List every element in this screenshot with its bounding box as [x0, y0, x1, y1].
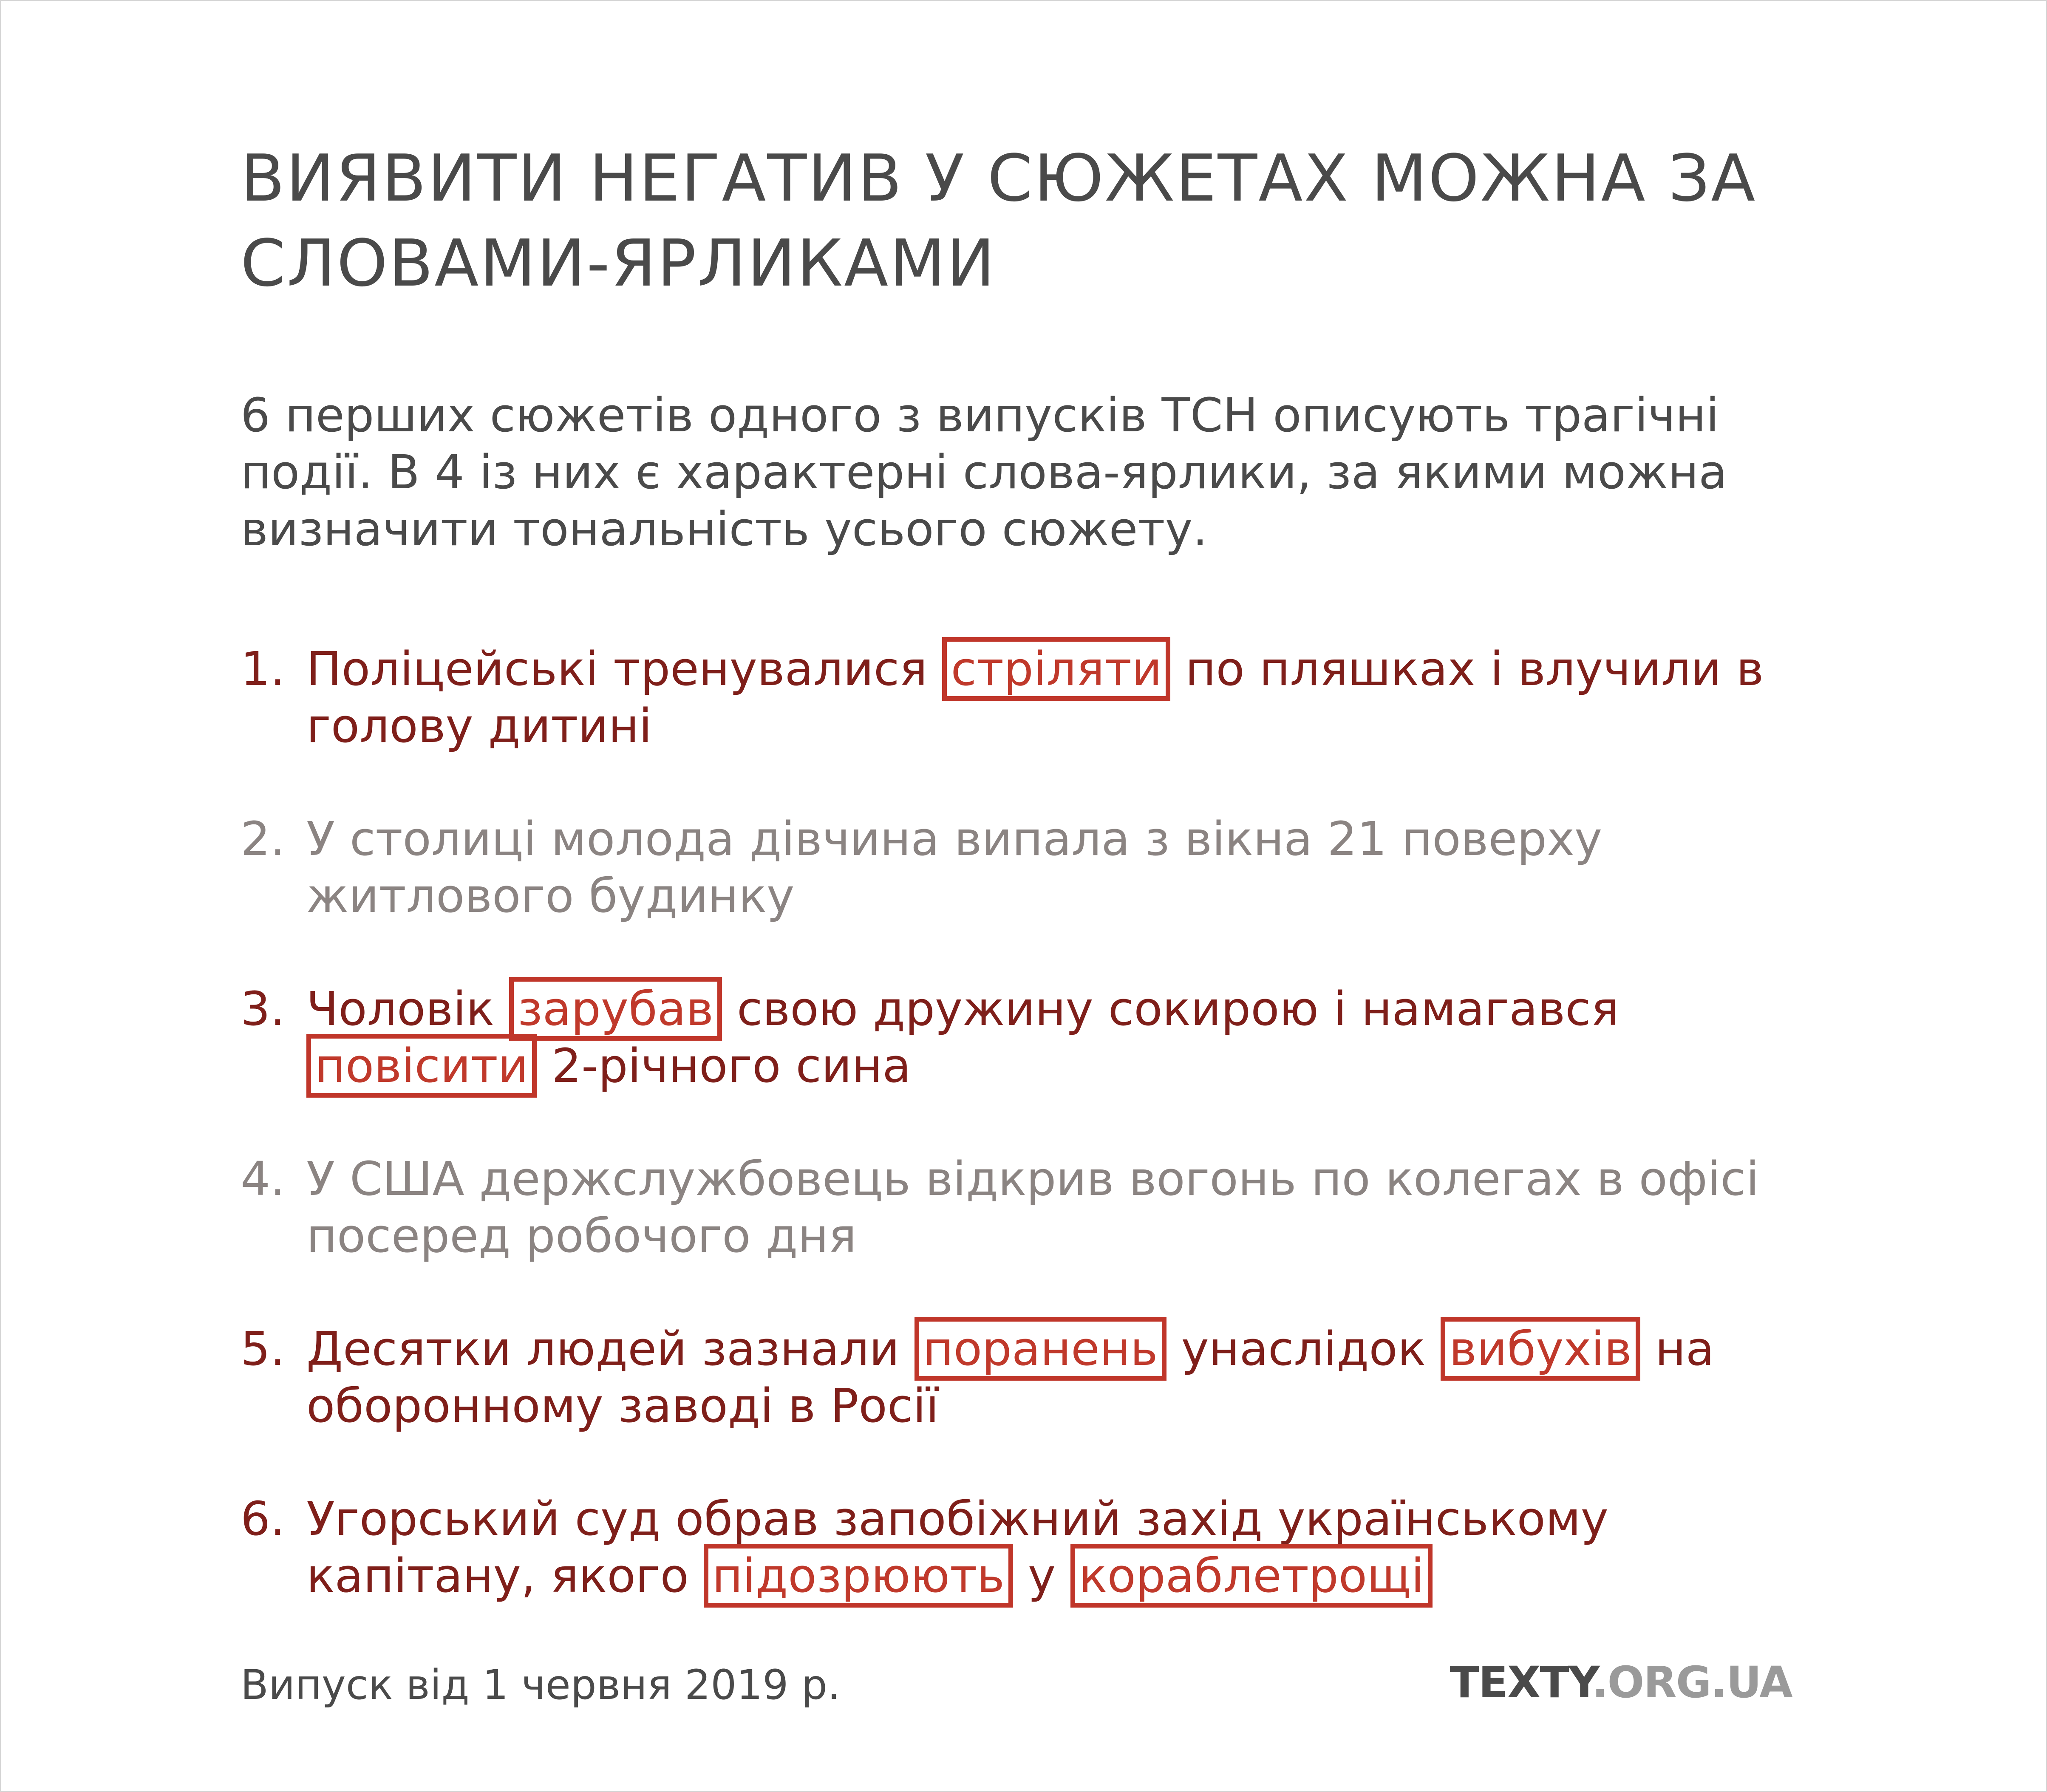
story-number: 6.: [241, 1492, 285, 1546]
label-word-tag: стріляти: [942, 637, 1170, 701]
story-text: свою дружину сокирою і намагався: [722, 982, 1619, 1036]
story-number: 3.: [241, 982, 285, 1036]
label-word-tag: кораблетрощі: [1070, 1544, 1433, 1608]
story-text: Поліцейські тренувалися: [306, 642, 943, 696]
story-number: 1.: [241, 642, 285, 696]
story-text: по пляшках і влучили в голову дитині: [306, 642, 1764, 753]
label-word-tag: поранень: [914, 1317, 1166, 1381]
story-text: Угорський суд обрав запобіжний захід українському капітану, якого: [306, 1492, 1608, 1603]
infographic-content: [241, 136, 1813, 1660]
lead-paragraph: 6 перших сюжетів одного з випусків ТСН описують трагічні події. В 4 із них є характерні слова-ярлики, за якими можна визначити тональність усього сюжету.: [241, 388, 1727, 556]
story-text: 2-річного сина: [537, 1039, 911, 1093]
story-item-6: [241, 1490, 1813, 1604]
broadcast-date: Випуск від 1 червня 2019 р.: [241, 1661, 841, 1709]
story-number: 5.: [241, 1322, 285, 1376]
story-item-5: [241, 1320, 1813, 1434]
story-text: унаслідок: [1166, 1322, 1441, 1376]
logo-domain-text: .ORG.UA: [1591, 1657, 1792, 1708]
story-item-1: [241, 640, 1813, 754]
story-item-4: [241, 1150, 1813, 1264]
label-word-tag: повісити: [306, 1034, 537, 1098]
story-text: Десятки людей зазнали: [306, 1322, 914, 1376]
story-item-2: [241, 810, 1813, 924]
label-word-tag: підозрюють: [704, 1544, 1013, 1608]
texty-logo: [1450, 1657, 1792, 1708]
page-title: ВИЯВИТИ НЕГАТИВ У СЮЖЕТАХ МОЖНА ЗА СЛОВАМИ-ЯРЛИКАМИ: [241, 141, 1757, 301]
story-text: У столиці молода дівчина випала з вікна 21 поверху житлового будинку: [306, 812, 1602, 923]
story-text: Чоловік: [306, 982, 510, 1036]
story-item-3: [241, 980, 1813, 1094]
label-word-tag: вибухів: [1441, 1317, 1640, 1381]
logo-main-text: TEXTY: [1450, 1657, 1592, 1708]
story-list: [241, 640, 1813, 1604]
story-text: на оборонному заводі в Росії: [306, 1322, 1715, 1433]
story-text: у: [1013, 1549, 1071, 1603]
label-word-tag: зарубав: [509, 977, 722, 1041]
story-number: 4.: [241, 1152, 285, 1206]
story-number: 2.: [241, 812, 285, 866]
story-text: У США держслужбовець відкрив вогонь по колегах в офісі посеред робочого дня: [306, 1152, 1759, 1263]
